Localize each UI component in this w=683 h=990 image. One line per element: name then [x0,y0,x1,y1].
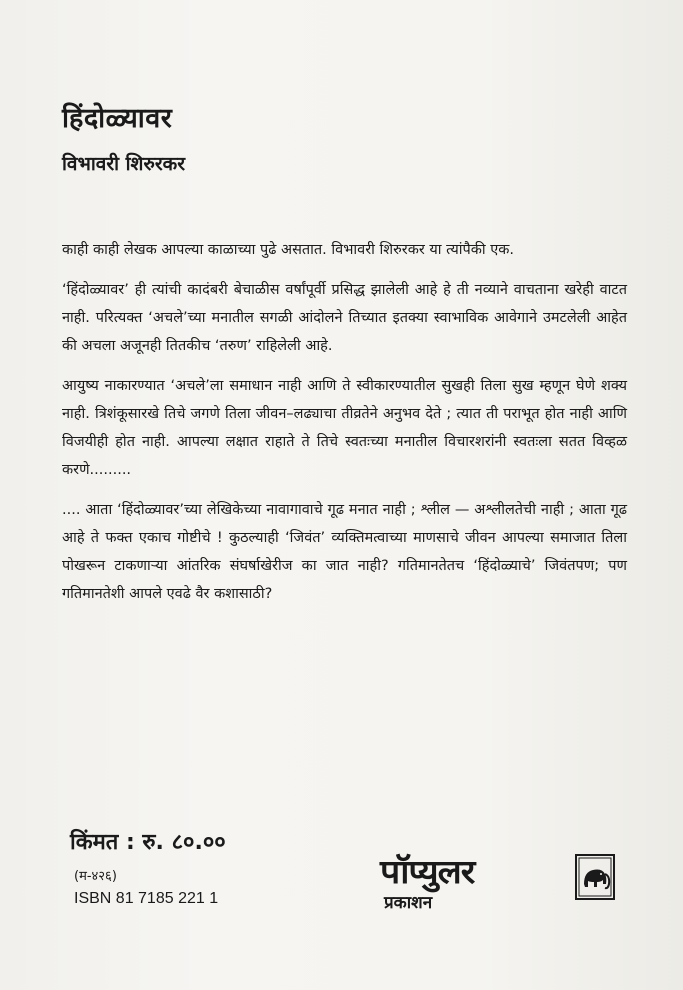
blurb-text [62,236,627,620]
isbn-number: ISBN 81 7185 221 1 [74,890,219,907]
publisher-brand [380,848,620,918]
catalog-number: (म-४२६) [74,869,117,884]
blurb-paragraph: आयुष्य नाकारण्यात ‘अचले’ला समाधान नाही आणि ते स्वीकारण्यातील सुखही तिला सुख म्हणून घेणे शक्य नाही. त्रिशंकूसारखे तिचे जगणे तिला जीवन–लढ्याचा तीव्रतेने अनुभव देते ; त्यात ती पराभूत होत नाही आणि विजयीही होत नाही. आपल्या लक्षात राहाते ते तिचे स्वतःच्या मनातील विचारशरांनी स्वतःला सतत विव्हळ करणे......... [62,378,627,478]
price-label: किंमत : रु. ८०.०० [70,830,226,855]
book-author: विभावरी शिरुरकर [62,153,185,175]
blurb-paragraph: .... आता ‘हिंदोळ्यावर’च्या लेखिकेच्या नावागावाचे गूढ मनात नाही ; श्लील — अश्लीलतेची नाही ; आता गूढ आहे ते फक्त एकाच गोष्टीचे ! कुठल्याही ‘जिवंत’ व्यक्तिमत्वाच्या माणसाचे जीवन आपल्या समाजात तिला पोखरून टाकणाऱ्या आंतरिक संघर्षाखेरीज का जात नाही? गतिमानतेतच ‘हिंदोळ्याचे’ जिवंतपण; पण गतिमानतेशी आपले एवढे वैर कशासाठी? [62,502,627,602]
publisher-name: पॉप्युलर [380,852,475,891]
book-title: हिंदोळ्यावर [62,103,173,134]
blurb-paragraph: काही काही लेखक आपल्या काळाच्या पुढे असतात. विभावरी शिरुरकर या त्यांपैकी एक. [62,242,515,258]
publisher-subtitle: प्रकाशन [384,893,433,913]
blurb-paragraph: ‘हिंदोळ्यावर’ ही त्यांची कादंबरी बेचाळीस वर्षांपूर्वी प्रसिद्ध झालेली आहे हे ती नव्याने वाचताना खरेही वाटत नाही. परित्यक्त ‘अचले’च्या मनातील सगळी आंदोलने तिच्यात इतक्या स्वाभाविक आवेगाने उमटलेली आहेत की अचला अजूनही तितकीच ‘तरुण’ राहिलेली आहे. [62,282,627,354]
elephant-logo-icon [575,854,615,900]
